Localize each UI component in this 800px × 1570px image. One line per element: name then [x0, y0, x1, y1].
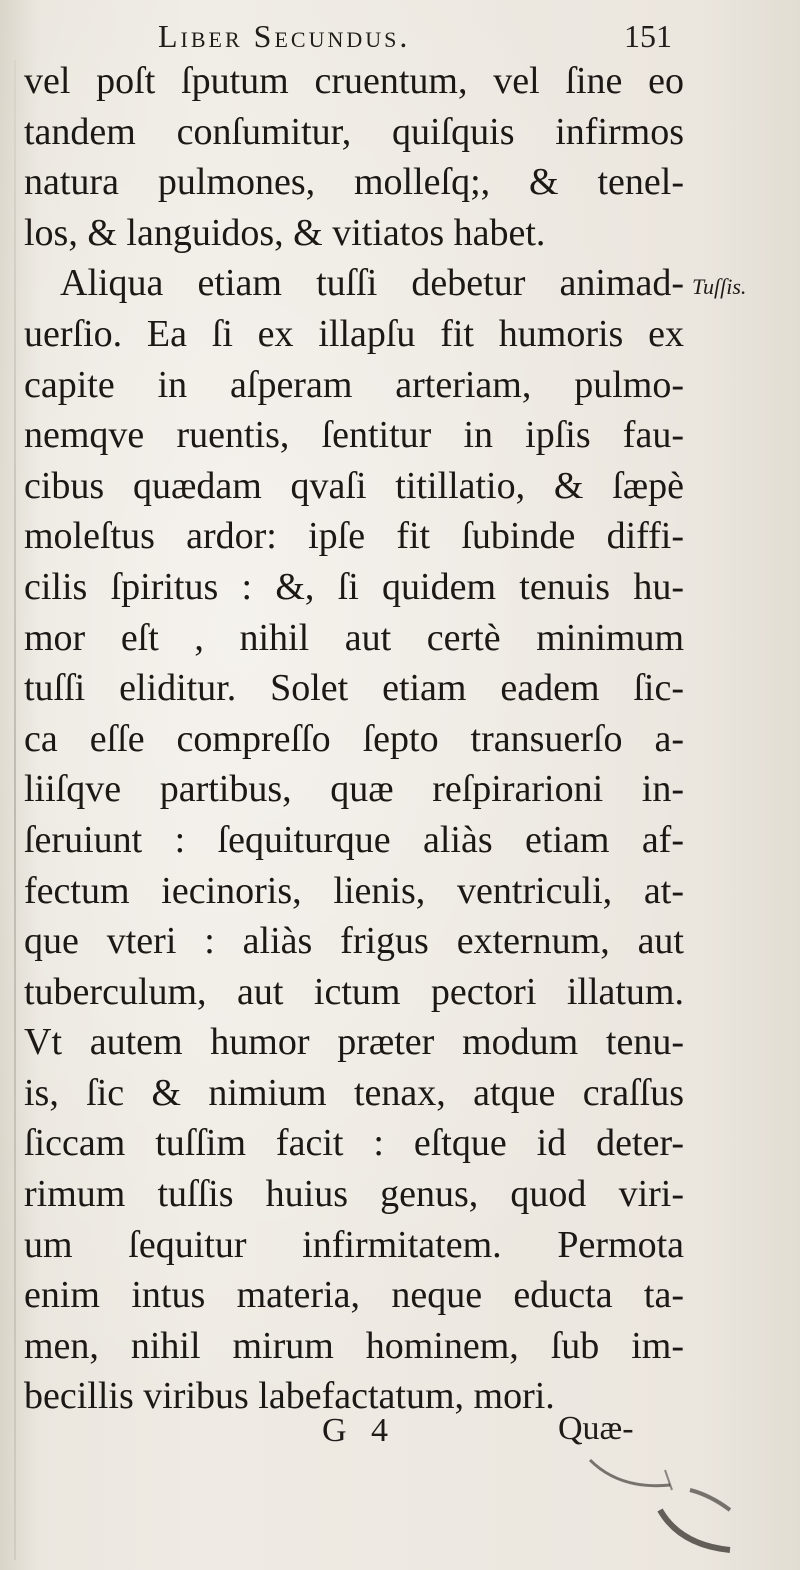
ink-bleed-marks	[560, 1450, 760, 1560]
text-line: natura pulmones, molleſq;, & tenel-	[24, 161, 684, 204]
signature-mark: G 4	[322, 1412, 397, 1449]
text-line: men, nihil mirum hominem, ſub im-	[24, 1324, 684, 1367]
text-line: fectum iecinoris, lienis, ventriculi, at-	[24, 869, 684, 912]
text-line: ſiccam tuſſim facit : eſtque id deter-	[24, 1122, 684, 1165]
text-line: enim intus materia, neque educta ta-	[24, 1274, 684, 1317]
text-line: nemqve ruentis, ſentitur in ipſis fau-	[24, 414, 684, 457]
text-line: tuberculum, aut ictum pectori illatum.	[24, 970, 684, 1013]
gutter-shadow	[14, 60, 16, 1560]
text-line: Aliqua etiam tuſſi debetur animad-	[60, 262, 684, 305]
body-text	[24, 56, 684, 1422]
running-title: Liber Secundus.	[158, 18, 411, 54]
text-line: rimum tuſſis huius genus, quod viri-	[24, 1173, 684, 1216]
text-line: tuſſi eliditur. Solet etiam eadem ſic-	[24, 667, 684, 710]
text-line: is, ſic & nimium tenax, atque craſſus	[24, 1071, 684, 1114]
text-line: mor eſt , nihil aut certè minimum	[24, 616, 684, 659]
catchword: Quæ-	[558, 1410, 634, 1447]
text-line: los, & languidos, & vitiatos habet.	[24, 211, 546, 254]
text-line: cibus quædam qvaſi titillatio, & ſæpè	[24, 464, 684, 507]
page-number: 151	[624, 18, 672, 54]
text-line: ſeruiunt : ſequiturque aliàs etiam af-	[24, 818, 684, 861]
text-line: vel poſt ſputum cruentum, vel ſine eo	[24, 60, 684, 102]
text-line: que vteri : aliàs frigus externum, aut	[24, 920, 684, 963]
marginal-note: Tuſſis.	[692, 274, 747, 299]
text-line: um ſequitur infirmitatem. Permota	[24, 1223, 684, 1266]
text-line: liiſqve partibus, quæ reſpirarioni in-	[24, 768, 684, 811]
text-line: becillis viribus labefactatum, mori.	[24, 1375, 555, 1418]
text-line: ca eſſe compreſſo ſepto transuerſo a-	[24, 717, 684, 760]
text-line: Vt autem humor præter modum tenu-	[24, 1021, 684, 1064]
text-line: moleſtus ardor: ipſe fit ſubinde diffi-	[24, 515, 684, 558]
text-line: capite in aſperam arteriam, pulmo-	[24, 363, 684, 406]
text-line: cilis ſpiritus : &, ſi quidem tenuis hu-	[24, 565, 684, 608]
text-line: uerſio. Ea ſi ex illapſu fit humoris ex	[24, 312, 684, 355]
text-line: tandem conſumitur, quiſquis infirmos	[24, 110, 684, 153]
page-header	[0, 8, 800, 60]
